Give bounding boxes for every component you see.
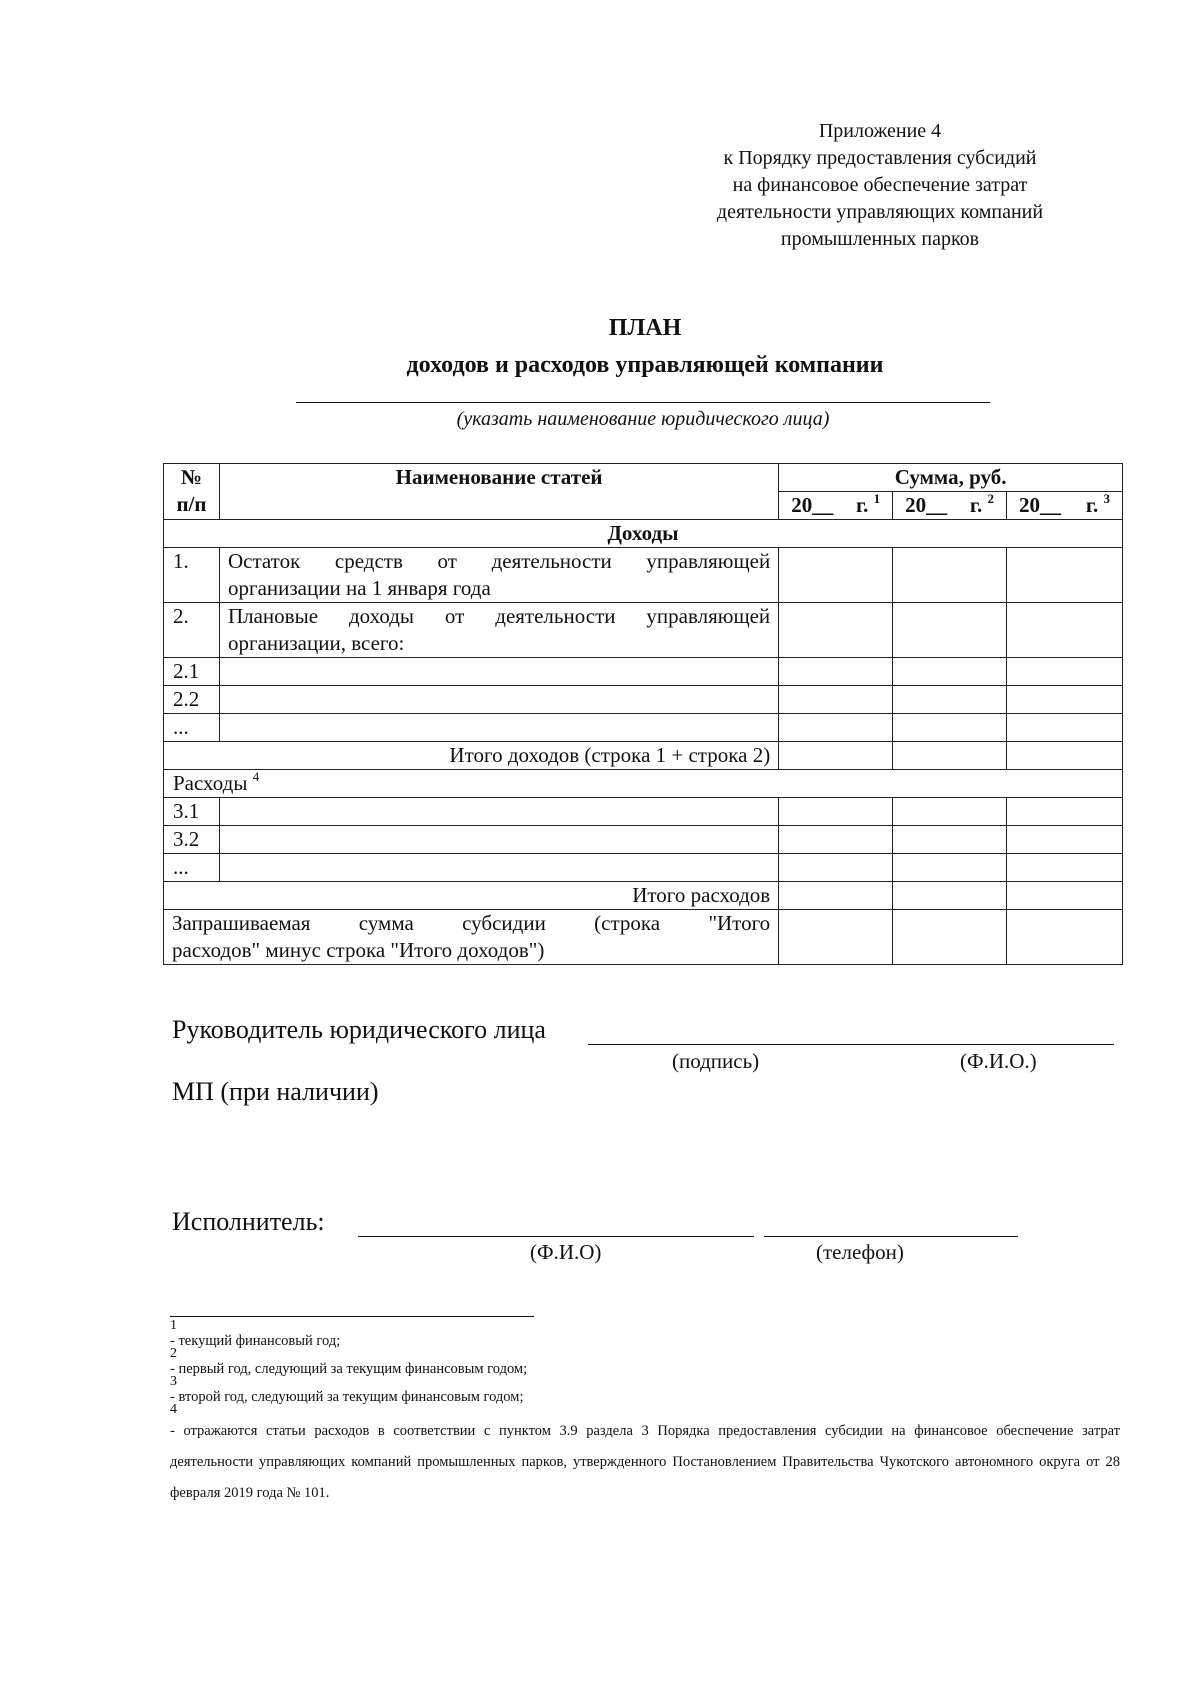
amount-cell[interactable] xyxy=(779,910,893,965)
amount-cell[interactable] xyxy=(893,882,1007,910)
requested-line: Запрашиваемая сумма субсидии (строка "Итого xyxy=(172,911,771,935)
income-section-label: Доходы xyxy=(164,520,1123,548)
amount-cell[interactable] xyxy=(1007,548,1123,603)
footnote-mark: 4 xyxy=(170,1402,177,1417)
row-label-empty[interactable] xyxy=(219,854,778,882)
row-num: ... xyxy=(164,714,220,742)
amount-cell[interactable] xyxy=(893,714,1007,742)
row-label-line: организации на 1 января года xyxy=(227,576,491,600)
expenses-section-label: Расходы xyxy=(173,771,248,795)
amount-cell[interactable] xyxy=(1007,714,1123,742)
table-row xyxy=(164,826,1123,854)
footnote-1 xyxy=(170,1320,1120,1350)
header-num-sub: п/п xyxy=(176,492,207,516)
row-label-empty[interactable] xyxy=(219,798,778,826)
row-label-empty[interactable] xyxy=(219,714,778,742)
header-year-1 xyxy=(779,492,893,520)
stamp-label: МП (при наличии) xyxy=(172,1077,379,1106)
head-label: Руководитель юридического лица xyxy=(172,1015,546,1044)
amount-cell[interactable] xyxy=(779,686,893,714)
amount-cell[interactable] xyxy=(893,658,1007,686)
header-year-2 xyxy=(893,492,1007,520)
requested-subsidy-row xyxy=(164,910,1123,965)
row-num: 2.1 xyxy=(164,658,220,686)
footnote-text: - отражаются статьи расходов в соответствии с пунктом 3.9 раздела 3 Порядка предоставления субсидии на финансовое обеспечение затрат деятельности управляющих компаний промышленных парков, утвержденного Постановлением Правительства Чукотского автономного округа от 28 февраля 2019 года № 101. xyxy=(170,1423,1120,1501)
amount-cell[interactable] xyxy=(893,798,1007,826)
executor-phone-blank[interactable] xyxy=(764,1236,1018,1237)
amount-cell[interactable] xyxy=(1007,742,1123,770)
entity-name-caption: (указать наименование юридического лица) xyxy=(456,408,830,430)
head-signature-blank[interactable] xyxy=(588,1044,1114,1045)
year-prefix: 20__ xyxy=(791,493,834,517)
amount-cell[interactable] xyxy=(1007,603,1123,658)
row-num: ... xyxy=(164,854,220,882)
table-row xyxy=(164,798,1123,826)
year-suffix: г. xyxy=(1085,493,1099,517)
expenses-section-row xyxy=(164,770,1123,798)
row-num: 3.2 xyxy=(164,826,220,854)
amount-cell[interactable] xyxy=(1007,854,1123,882)
executor-fio-blank[interactable] xyxy=(358,1236,754,1237)
amount-cell[interactable] xyxy=(893,854,1007,882)
amount-cell[interactable] xyxy=(893,910,1007,965)
footnote-ref[interactable]: 1 xyxy=(873,491,881,506)
footnote-mark: 1 xyxy=(170,1318,177,1333)
footnote-3 xyxy=(170,1376,1120,1406)
footnote-ref[interactable]: 3 xyxy=(1103,491,1110,506)
footnote-mark: 2 xyxy=(170,1346,177,1361)
row-label-line: Остаток средств от деятельности управляющей xyxy=(227,549,771,573)
title-main: ПЛАН xyxy=(608,315,682,341)
table-header-row xyxy=(164,464,1123,492)
executor-fio-caption: (Ф.И.О) xyxy=(530,1240,602,1264)
footnote-2 xyxy=(170,1348,1120,1378)
footnote-ref[interactable]: 2 xyxy=(987,491,995,506)
header-year-3 xyxy=(1007,492,1123,520)
document-title xyxy=(0,310,1200,384)
amount-cell[interactable] xyxy=(1007,826,1123,854)
footnote-text: - текущий финансовый год; xyxy=(170,1333,341,1349)
year-prefix: 20__ xyxy=(1019,493,1062,517)
expenses-total-row xyxy=(164,882,1123,910)
year-prefix: 20__ xyxy=(905,493,948,517)
head-fio-caption: (Ф.И.О.) xyxy=(960,1049,1037,1073)
amount-cell[interactable] xyxy=(1007,798,1123,826)
amount-cell[interactable] xyxy=(893,548,1007,603)
signature-caption: (подпись) xyxy=(672,1049,760,1073)
amount-cell[interactable] xyxy=(893,603,1007,658)
footnote-separator xyxy=(170,1316,534,1317)
header-num: № xyxy=(180,465,203,489)
amount-cell[interactable] xyxy=(779,548,893,603)
appendix-block xyxy=(650,118,1110,253)
amount-cell[interactable] xyxy=(779,826,893,854)
footnote-ref[interactable]: 4 xyxy=(252,769,260,784)
row-num: 2.2 xyxy=(164,686,220,714)
amount-cell[interactable] xyxy=(893,826,1007,854)
footnote-4 xyxy=(170,1404,1120,1509)
amount-cell[interactable] xyxy=(779,603,893,658)
amount-cell[interactable] xyxy=(1007,910,1123,965)
requested-subsidy-label xyxy=(164,910,779,965)
amount-cell[interactable] xyxy=(779,658,893,686)
table-row xyxy=(164,854,1123,882)
amount-cell[interactable] xyxy=(1007,882,1123,910)
table-row xyxy=(164,658,1123,686)
footnote-text: - первый год, следующий за текущим финансовым годом; xyxy=(170,1361,528,1377)
income-section-row xyxy=(164,520,1123,548)
amount-cell[interactable] xyxy=(893,742,1007,770)
row-label-empty[interactable] xyxy=(219,658,778,686)
income-total-label: Итого доходов (строка 1 + строка 2) xyxy=(164,742,779,770)
requested-line: расходов" минус строка "Итого доходов") xyxy=(172,938,545,962)
amount-cell[interactable] xyxy=(779,854,893,882)
amount-cell[interactable] xyxy=(893,686,1007,714)
row-label-line: Плановые доходы от деятельности управляющей xyxy=(227,604,771,628)
amount-cell[interactable] xyxy=(779,714,893,742)
title-subtitle: доходов и расходов управляющей компании xyxy=(406,352,884,378)
header-sum: Сумма, руб. xyxy=(779,464,1123,492)
amount-cell[interactable] xyxy=(779,882,893,910)
phone-caption: (телефон) xyxy=(816,1240,904,1264)
income-total-row xyxy=(164,742,1123,770)
amount-cell[interactable] xyxy=(779,798,893,826)
header-name: Наименование статей xyxy=(219,464,778,520)
row-num: 3.1 xyxy=(164,798,220,826)
table-row xyxy=(164,603,1123,658)
table-row xyxy=(164,714,1123,742)
row-num: 1. xyxy=(164,548,220,603)
amount-cell[interactable] xyxy=(1007,686,1123,714)
year-suffix: г. xyxy=(969,493,983,517)
footnote-text: - второй год, следующий за текущим финансовым годом; xyxy=(170,1389,524,1405)
expenses-total-label: Итого расходов xyxy=(164,882,779,910)
appendix-line: промышленных парков xyxy=(780,228,980,250)
row-label-empty[interactable] xyxy=(219,686,778,714)
table-row xyxy=(164,686,1123,714)
row-label-empty[interactable] xyxy=(219,826,778,854)
amount-cell[interactable] xyxy=(779,742,893,770)
appendix-line: к Порядку предоставления субсидий xyxy=(723,147,1037,169)
expenses-section-cell xyxy=(164,770,1123,798)
appendix-line: на финансовое обеспечение затрат xyxy=(732,174,1028,196)
footnote-mark: 3 xyxy=(170,1374,177,1389)
appendix-line: Приложение 4 xyxy=(818,120,942,142)
appendix-line: деятельности управляющих компаний xyxy=(716,201,1044,223)
row-label xyxy=(219,603,778,658)
header-num-cell xyxy=(164,464,220,520)
amount-cell[interactable] xyxy=(1007,658,1123,686)
plan-table xyxy=(163,463,1123,965)
entity-name-blank[interactable] xyxy=(296,402,990,403)
row-label-line: организации, всего: xyxy=(227,631,405,655)
year-suffix: г. xyxy=(855,493,869,517)
table-row xyxy=(164,548,1123,603)
row-label xyxy=(219,548,778,603)
executor-label: Исполнитель: xyxy=(172,1207,325,1236)
row-num: 2. xyxy=(164,603,220,658)
